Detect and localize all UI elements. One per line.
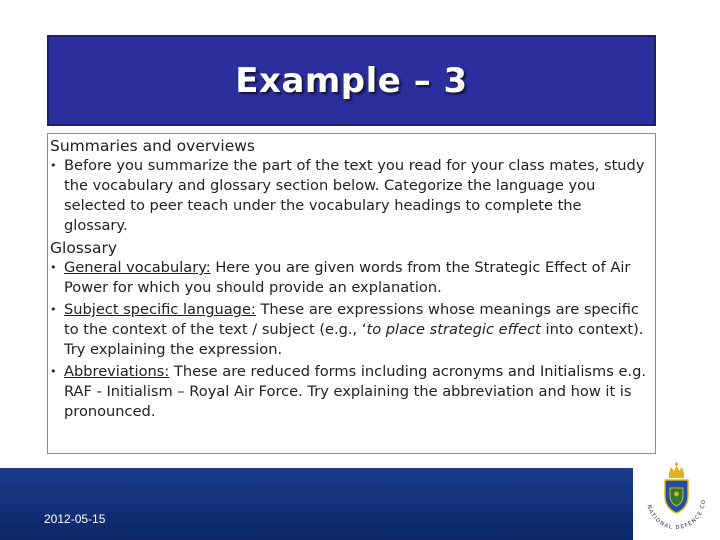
bullet-summarize-text: Before you summarize the part of the text you read for your class mates, study the vocabulary and glossary section below. Categorize the language you selected to peer teach under the vocabulary headings to complete the glossary.	[64, 157, 645, 234]
abbreviations-text: These are reduced forms including acronyms and Initialisms e.g. RAF - Initialism – Royal Air Force. Try explaining the abbreviation and how it is pronounced.	[64, 363, 647, 420]
general-vocabulary-label: General vocabulary:	[64, 259, 211, 276]
crest-icon	[633, 456, 720, 540]
shield-icon	[665, 480, 688, 513]
general-vocabulary-emphasis: Strategic Effect of Air Power	[64, 259, 631, 296]
subject-specific-label: Subject specific language:	[64, 301, 256, 318]
bullet-dot: •	[50, 303, 57, 316]
bullet-dot: •	[50, 261, 57, 274]
bullet-dot: •	[50, 159, 57, 172]
abbreviations-label: Abbreviations:	[64, 363, 170, 380]
subject-specific-text-end: into context). Try explaining the expression.	[64, 321, 644, 358]
bullet-dot: •	[50, 365, 57, 378]
general-vocabulary-text-end: for which you should provide an explanation.	[108, 279, 442, 296]
crown-icon	[669, 462, 684, 478]
logo-panel	[633, 456, 720, 540]
slide-date: 2012-05-15	[44, 512, 106, 526]
logo-ring-text: NATIONAL DEFENCE CO	[645, 498, 708, 532]
slide-title: Example – 3	[235, 60, 468, 101]
heading-glossary: Glossary	[50, 239, 117, 257]
subject-specific-text: These are expressions whose meanings are specific to the context of the text / subject (e.g., ‘	[64, 301, 639, 338]
title-banner	[47, 35, 656, 126]
bullet-general-vocabulary	[48, 258, 649, 298]
general-vocabulary-text: Here you are given words from the	[210, 259, 475, 276]
footer-bar	[0, 468, 720, 540]
heading-summaries: Summaries and overviews	[50, 137, 255, 155]
content-box	[47, 133, 656, 454]
bullet-subject-specific	[48, 300, 649, 360]
bullet-summarize	[48, 156, 649, 236]
bullet-abbreviations	[48, 362, 649, 422]
subject-specific-emphasis: to place strategic effect	[366, 321, 541, 338]
